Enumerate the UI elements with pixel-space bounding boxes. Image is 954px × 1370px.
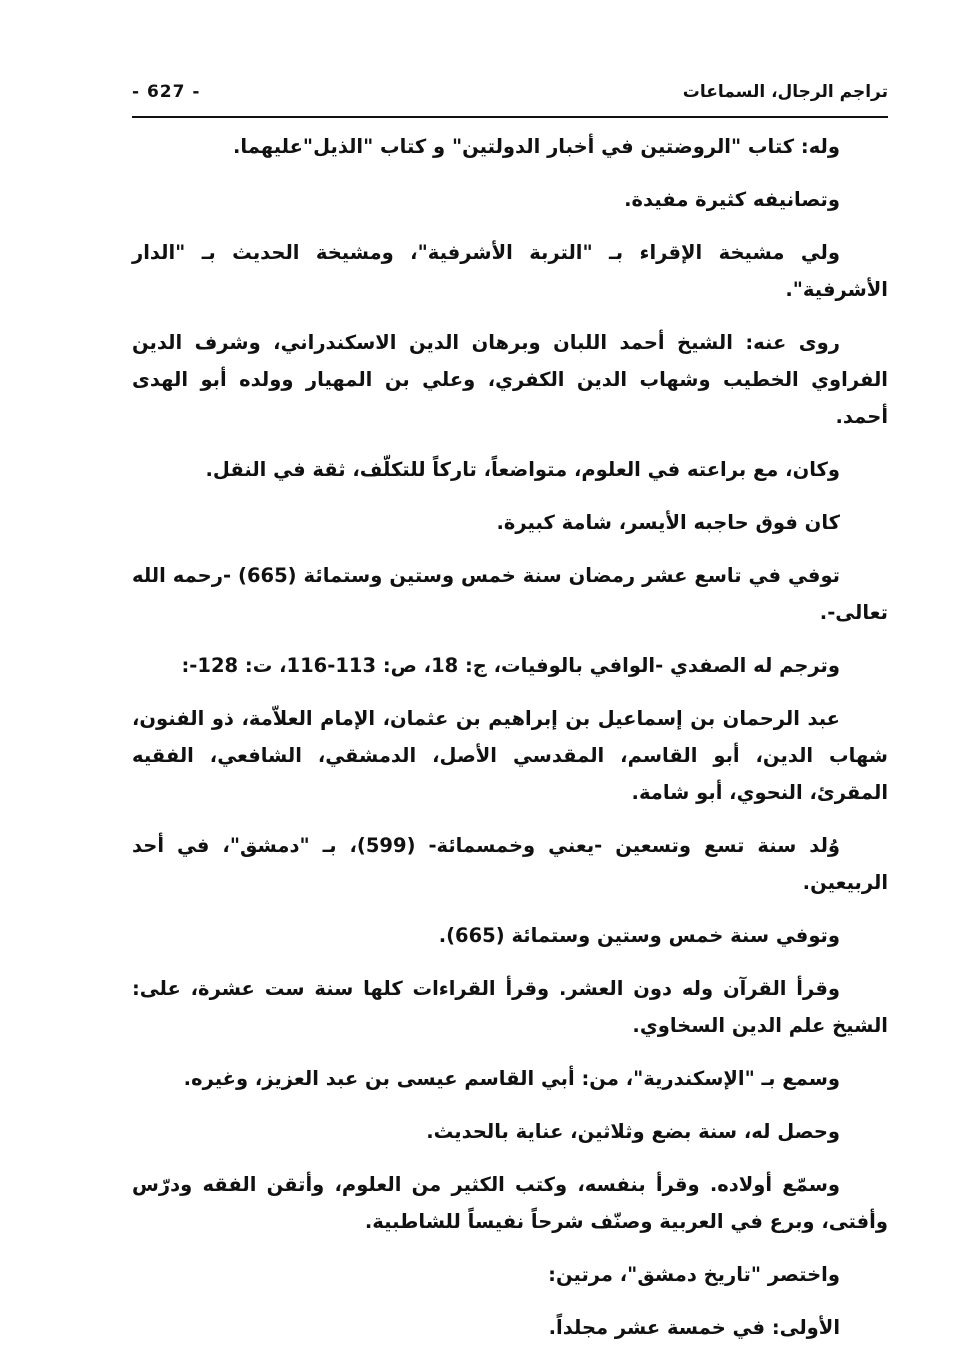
paragraph: الأولى: في خمسة عشر مجلداً. <box>548 1316 840 1339</box>
paragraph: وكان، مع براعته في العلوم، متواضعاً، تاركاً للتكلّف، ثقة في النقل. <box>205 458 840 481</box>
paragraph: وتصانيفه كثيرة مفيدة. <box>624 188 840 211</box>
paragraph: وحصل له، سنة بضع وثلاثين، عناية بالحديث. <box>426 1120 840 1143</box>
paragraph: روى عنه: الشيخ أحمد اللبان وبرهان الدين الاسكندراني، وشرف الدين الفراوي الخطيب وشهاب الدين الكفري، وعلي بن المهيار وولده أبو الهدى أحمد. <box>132 331 888 428</box>
paragraph: وسمّع أولاده. وقرأ بنفسه، وكتب الكثير من العلوم، وأتقن الفقه ودرّس وأفتى، وبرع في العربية وصنّف شرحاً نفيساً للشاطبية. <box>132 1173 888 1233</box>
page-header <box>132 82 888 114</box>
paragraph: كان فوق حاجبه الأيسر، شامة كبيرة. <box>496 511 840 534</box>
paragraph: وتوفي سنة خمس وستين وستمائة (665). <box>438 924 840 947</box>
paragraph: وقرأ القرآن وله دون العشر. وقرأ القراءات كلها سنة ست عشرة، على: الشيخ علم الدين السخاوي. <box>132 977 888 1037</box>
page-number: - 627 - <box>132 82 201 102</box>
running-title: تراجم الرجال، السماعات <box>682 82 888 102</box>
paragraph: واختصر "تاريخ دمشق"، مرتين: <box>548 1263 840 1286</box>
header-rule <box>132 116 888 118</box>
paragraph: توفي في تاسع عشر رمضان سنة خمس وستين وستمائة (665) -رحمه الله تعالى-. <box>132 564 888 624</box>
body-text <box>132 128 888 1362</box>
paragraph: وله: كتاب "الروضتين في أخبار الدولتين" و كتاب "الذيل"عليهما. <box>233 135 840 158</box>
paragraph: وُلد سنة تسع وتسعين -يعني وخمسمائة- (599)، بـ "دمشق"، في أحد الربيعين. <box>132 834 888 894</box>
paragraph: وترجم له الصفدي -الوافي بالوفيات، ج: 18، ص: 113-116، ت: 128-: <box>181 654 840 677</box>
paragraph: ولي مشيخة الإقراء بـ "التربة الأشرفية"، ومشيخة الحديث بـ "الدار الأشرفية". <box>132 241 888 301</box>
paragraph: عبد الرحمان بن إسماعيل بن إبراهيم بن عثمان، الإمام العلاّمة، ذو الفنون، شهاب الدين، أبو القاسم، المقدسي الأصل، الدمشقي، الشافعي، الفقيه المقرئ، النحوي، أبو شامة. <box>132 707 888 804</box>
paragraph: وسمع بـ "الإسكندرية"، من: أبي القاسم عيسى بن عبد العزيز، وغيره. <box>183 1067 840 1090</box>
